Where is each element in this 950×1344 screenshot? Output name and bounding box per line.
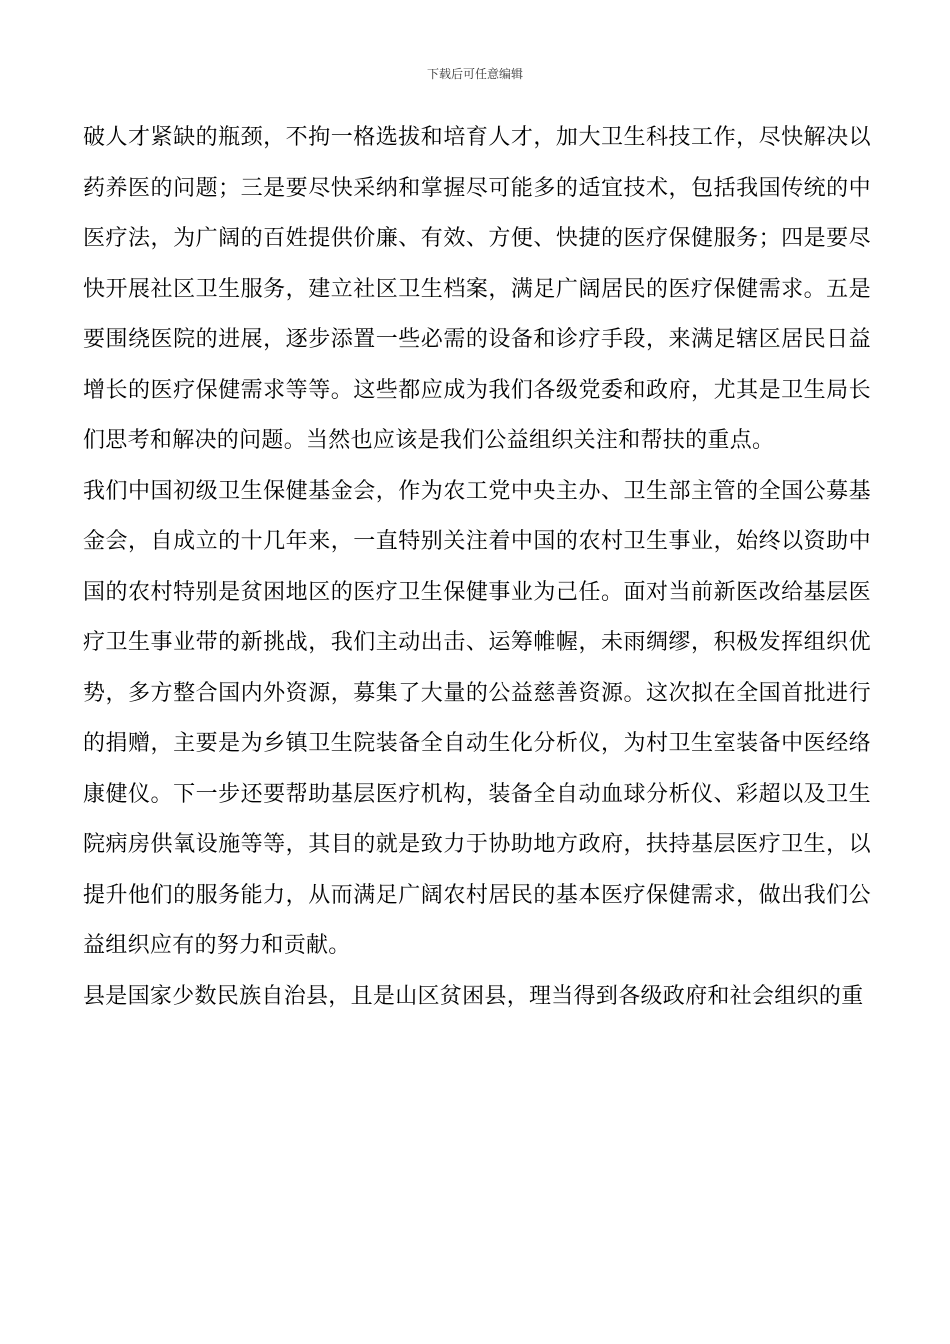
- paragraph: 破人才紧缺的瓶颈，不拘一格选拔和培育人才，加大卫生科技工作，尽快解决以药养医的问题；三是要尽快采纳和掌握尽可能多的适宜技术，包括我国传统的中医疗法，为广阔的百姓提供价廉、有效、方便、快捷的医疗保健服务；四是要尽快开展社区卫生服务，建立社区卫生档案，满足广阔居民的医疗保健需求。五是要围绕医院的进展，逐步添置一些必需的设备和诊疗手段，来满足辖区居民日益增长的医疗保健需求等等。这些都应成为我们各级党委和政府，尤其是卫生局长们思考和解决的问题。当然也应该是我们公益组织关注和帮扶的重点。: [83, 125, 871, 453]
- page-header: 下载后可任意编辑: [426, 67, 523, 81]
- paragraph: 我们中国初级卫生保健基金会，作为农工党中央主办、卫生部主管的全国公募基金会，自成立的十几年来，一直特别关注着中国的农村卫生事业，始终以资助中国的农村特别是贫困地区的医疗卫生保健事业为己任。面对当前新医改给基层医疗卫生事业带的新挑战，我们主动出击、运筹帷幄，未雨绸缪，积极发挥组织优势，多方整合国内外资源，募集了大量的公益慈善资源。这次拟在全国首批进行的捐赠，主要是为乡镇卫生院装备全自动生化分析仪，为村卫生室装备中医经络康健仪。下一步还要帮助基层医疗机构，装备全自动血球分析仪、彩超以及卫生院病房供氧设施等等，其目的就是致力于协助地方政府，扶持基层医疗卫生，以提升他们的服务能力，从而满足广阔农村居民的基本医疗保健需求，做出我们公益组织应有的努力和贡献。: [83, 478, 871, 958]
- paragraph: 县是国家少数民族自治县，且是山区贫困县，理当得到各级政府和社会组织的重: [83, 983, 864, 1009]
- document-body: [83, 113, 871, 1022]
